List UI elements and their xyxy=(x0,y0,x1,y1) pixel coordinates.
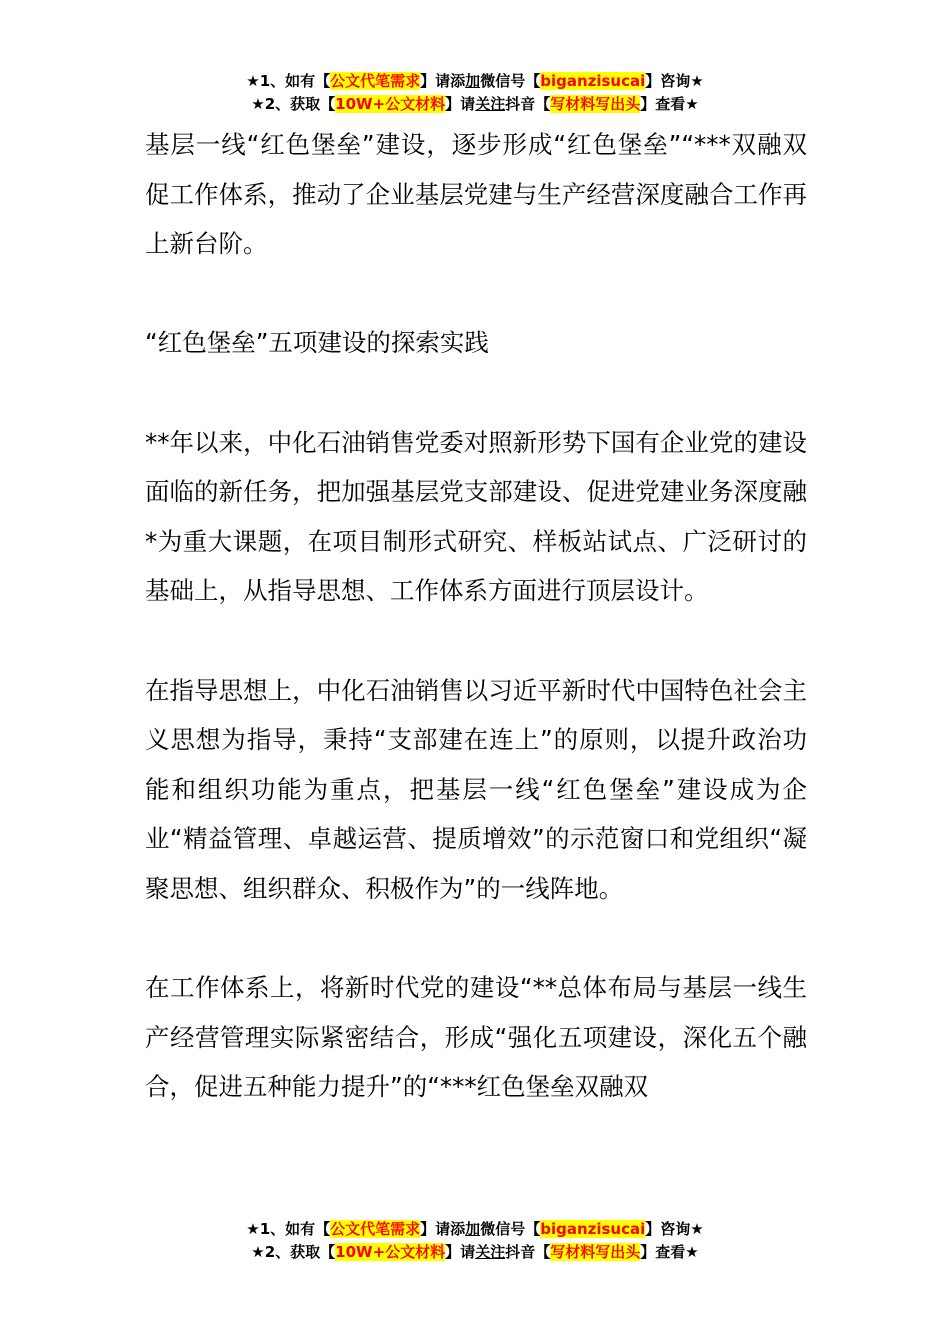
banner-text: 2、获取【 xyxy=(264,1243,336,1261)
banner-text: 1、如有【 xyxy=(259,72,331,90)
star-icon: ★ xyxy=(690,1220,704,1238)
star-icon: ★ xyxy=(246,72,260,90)
banner-text: 】请 xyxy=(445,1243,476,1261)
highlight-wechat-id: biganzisucai xyxy=(540,72,646,90)
section-heading: “红色堡垒”五项建设的探索实践 xyxy=(145,328,489,358)
footer-banner-line-1 xyxy=(0,1218,950,1241)
banner-text: 】请添 xyxy=(420,72,466,90)
banner-text: 微信号【 xyxy=(480,72,541,90)
banner-text: 抖音【 xyxy=(505,95,551,113)
banner-text: 】咨询 xyxy=(645,72,691,90)
highlight-service: 公文代笔需求 xyxy=(330,72,421,90)
banner-underlined-text: 加 xyxy=(465,72,481,90)
body-paragraph: 基层一线“红色堡垒”建设，逐步形成“红色堡垒”“***双融双促工作体系，推动了企业基层党建与生产经营深度融合工作再上新台阶。 xyxy=(145,130,807,259)
highlight-wechat-id: biganzisucai xyxy=(540,1220,646,1238)
header-banner xyxy=(0,70,950,116)
star-icon: ★ xyxy=(685,1243,699,1261)
banner-text: 】查看 xyxy=(640,95,686,113)
banner-underlined-text: 关注 xyxy=(475,1243,506,1261)
banner-text: 2、获取【 xyxy=(264,95,336,113)
highlight-douyin-account: 写材料写出头 xyxy=(550,1243,641,1261)
banner-text: 1、如有【 xyxy=(259,1220,331,1238)
body-paragraph: 在工作体系上，将新时代党的建设“**总体布局与基层一线生产经营管理实际紧密结合，形成“强化五项建设，深化五个融合，促进五种能力提升”的“***红色堡垒双融双 xyxy=(145,973,807,1102)
banner-text: 】请添 xyxy=(420,1220,466,1238)
highlight-service: 公文代笔需求 xyxy=(330,1220,421,1238)
footer-banner xyxy=(0,1218,950,1264)
header-banner-line-2 xyxy=(0,93,950,116)
star-icon: ★ xyxy=(685,95,699,113)
footer-banner-line-2 xyxy=(0,1241,950,1264)
star-icon: ★ xyxy=(251,95,265,113)
body-paragraph: **年以来，中化石油销售党委对照新形势下国有企业党的建设面临的新任务，把加强基层党支部建设、促进党建业务深度融*为重大课题，在项目制形式研究、样板站试点、广泛研讨的基础上，从指导思想、工作体系方面进行顶层设计。 xyxy=(145,427,807,606)
body-paragraph: 在指导思想上，中化石油销售以习近平新时代中国特色社会主义思想为指导，秉持“支部建在连上”的原则，以提升政治功能和组织功能为重点，把基层一线“红色堡垒”建设成为企业“精益管理、卓越运营、提质增效”的示范窗口和党组织“凝聚思想、组织群众、积极作为”的一线阵地。 xyxy=(145,675,807,903)
highlight-materials: 10W+公文材料 xyxy=(335,1243,446,1261)
star-icon: ★ xyxy=(246,1220,260,1238)
banner-text: 微信号【 xyxy=(480,1220,541,1238)
document-body xyxy=(145,120,807,1161)
banner-text: 抖音【 xyxy=(505,1243,551,1261)
banner-text: 】咨询 xyxy=(645,1220,691,1238)
banner-text: 】查看 xyxy=(640,1243,686,1261)
banner-text: 】请 xyxy=(445,95,476,113)
star-icon: ★ xyxy=(251,1243,265,1261)
header-banner-line-1 xyxy=(0,70,950,93)
star-icon: ★ xyxy=(690,72,704,90)
banner-underlined-text: 加 xyxy=(465,1220,481,1238)
banner-underlined-text: 关注 xyxy=(475,95,506,113)
highlight-douyin-account: 写材料写出头 xyxy=(550,95,641,113)
highlight-materials: 10W+公文材料 xyxy=(335,95,446,113)
